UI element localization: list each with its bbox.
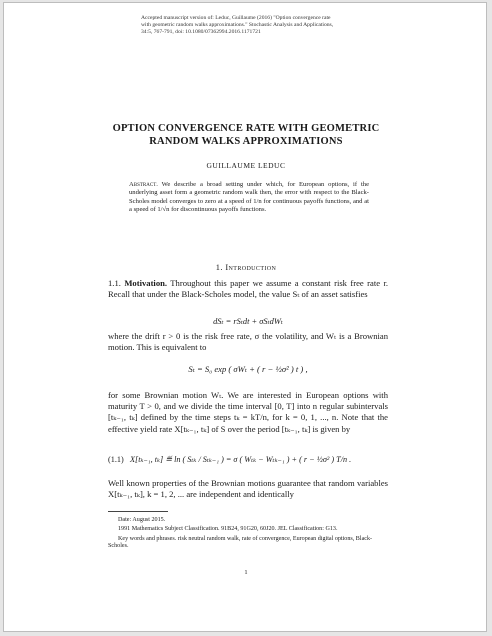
footnote-date: Date: August 2015. (118, 517, 166, 523)
footnote-divider (108, 511, 168, 512)
paper-title-line-1: OPTION CONVERGENCE RATE WITH GEOMETRIC (112, 123, 380, 134)
section-number: 1. (215, 263, 223, 272)
abstract-label: Abstract. (129, 181, 158, 188)
abstract (129, 181, 369, 215)
intro-paragraph-3: for some Brownian motion Wₜ. We are interested in European options with maturity T > 0, and we divide the time interval [0, T] into n regular subintervals [tₖ₋₁, tₖ] defined by the time steps tₖ = kT/n, for k = 0, 1, ..., n. Note that the effective yield rate X[tₖ₋₁, tₖ] of S over the period [tₖ₋₁, tₖ] is given by (108, 390, 388, 434)
equation-yield-rate: X[tₖ₋₁, tₖ] ≝ ln ( Sₜₖ / Sₜₖ₋₁ ) = σ ( Wₜₖ − Wₜₖ₋₁ ) + ( r − ½σ² ) T/n . (130, 455, 352, 464)
intro-paragraph-1-text: Throughout this paper we assume a constant risk free rate r. Recall that under the Black-Scholes model, the value Sₜ of an asset satisfies (108, 278, 388, 300)
equation-number: (1.1) (108, 454, 124, 464)
subsection-title: Motivation. (124, 278, 168, 288)
subsection-number: 1.1. (108, 278, 121, 288)
equation-sde: dSₜ = rSₜdt + σSₜdWₜ (213, 317, 283, 326)
header-note-line-1: Accepted manuscript version of: Leduc, Guillaume (2016) "Option convergence rate (141, 15, 331, 21)
header-note-line-3: 34:5, 767-791, doi: 10.1080/07362994.2016.1171721 (141, 29, 261, 35)
author-name: GUILLAUME LEDUC (206, 161, 286, 170)
abstract-text: We describe a broad setting under which, for European options, if the underlying asset form a geometric random walk then, the error with respect to the Black-Scholes model converges to zero at a speed of 1/n for continuous payoffs functions, and at a speed of 1/√n for discontinuous payoffs functions. (129, 181, 369, 214)
header-note-line-2: with geometric random walks approximations." Stochastic Analysis and Applications, (141, 22, 334, 28)
section-title: Introduction (225, 263, 277, 272)
manuscript-header-note (141, 15, 371, 36)
section-heading (4, 263, 488, 272)
page-number: 1 (244, 569, 248, 576)
footnotes (108, 517, 388, 553)
intro-paragraph-2: where the drift r > 0 is the risk free rate, σ the volatility, and Wₜ is a Brownian motion. This is equivalent to (108, 331, 388, 353)
footnote-keywords: Key words and phrases. risk neutral random walk, rate of convergence, European digital options, Black-Scholes. (108, 535, 373, 550)
equation-1-1 (108, 454, 388, 464)
equation-gbm-solution: Sₜ = S₀ exp ( σWₜ + ( r − ½σ² ) t ) , (188, 364, 308, 374)
intro-paragraph-1 (108, 278, 388, 300)
paper-title-line-2: RANDOM WALKS APPROXIMATIONS (149, 136, 343, 147)
footnote-msc: 1991 Mathematics Subject Classification. 91B24, 91G20, 60J20. JEL Classification: G13. (118, 526, 338, 533)
paper-page (3, 2, 487, 632)
intro-paragraph-4: Well known properties of the Brownian motions guarantee that random variables X[tₖ₋₁, tₖ], k = 1, 2, ... are independent and identically (108, 478, 388, 500)
